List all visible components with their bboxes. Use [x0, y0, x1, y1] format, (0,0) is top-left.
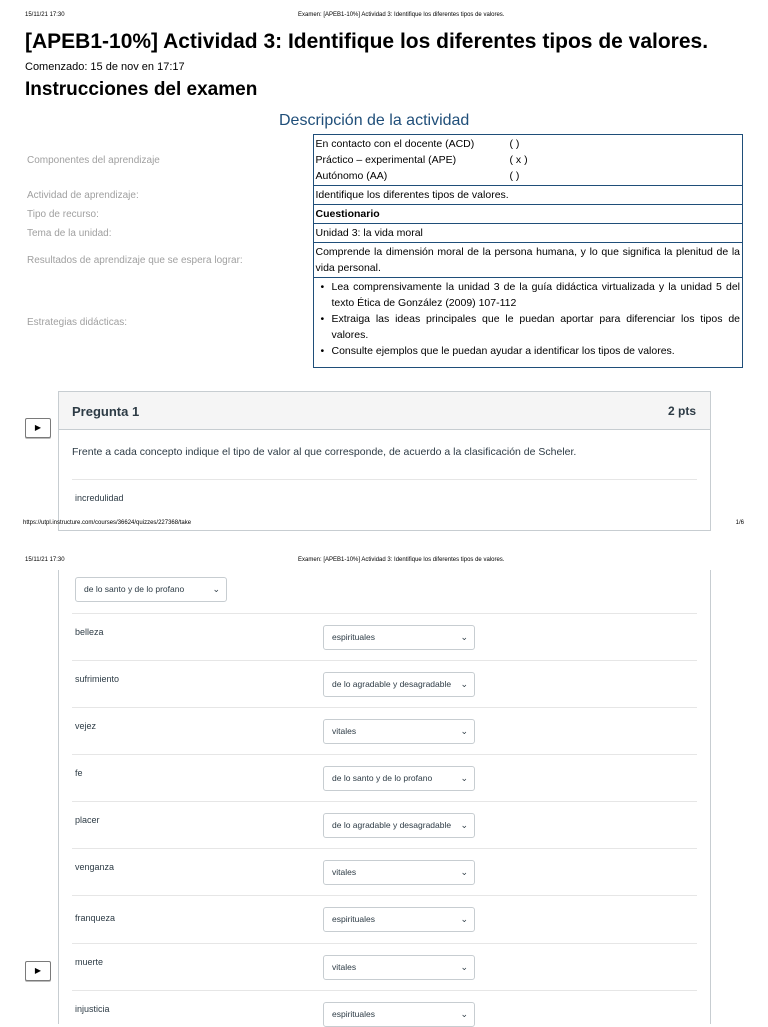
print-title: Examen: [APEB1-10%] Actividad 3: Identifique los diferentes tipos de valores. — [298, 12, 505, 18]
answer-term: sufrimiento — [75, 674, 120, 684]
divider — [72, 990, 697, 991]
question-card — [58, 391, 711, 531]
components-row — [25, 135, 743, 186]
component-name: En contacto con el docente (ACD) — [315, 138, 475, 150]
learning-activity-label: Actividad de aprendizaje: — [27, 189, 139, 201]
print-header — [0, 557, 768, 571]
answer-term: franqueza — [75, 913, 116, 923]
component-mark: ( ) — [509, 170, 520, 182]
answer-term: belleza — [75, 627, 104, 637]
chevron-down-icon: ⌄ — [458, 956, 468, 979]
instructions-title: Instrucciones del examen — [25, 79, 258, 100]
select-value: de lo santo y de lo profano — [84, 584, 185, 594]
select-value: espirituales — [332, 914, 375, 924]
select-value: espirituales — [332, 632, 375, 642]
answer-select[interactable] — [323, 907, 475, 932]
select-value: vitales — [332, 962, 357, 972]
chevron-down-icon: ⌄ — [458, 1003, 468, 1026]
answer-term: vejez — [75, 721, 97, 731]
strategies-row — [25, 278, 743, 368]
question-card-continued — [58, 570, 711, 1024]
answer-select[interactable] — [323, 672, 475, 697]
activity-table — [25, 134, 743, 368]
select-value: de lo agradable y desagradable — [332, 679, 452, 689]
answer-term: injusticia — [75, 1004, 110, 1014]
answer-term: muerte — [75, 957, 104, 967]
activity-description-title: Descripción de la actividad — [279, 112, 470, 129]
divider — [72, 895, 697, 896]
strategy-item: • Consulte ejemplos que le puedan ayudar a identificar los tipos de valores. — [316, 343, 741, 359]
chevron-down-icon: ⌄ — [458, 861, 468, 884]
answer-term: placer — [75, 815, 100, 825]
component-acd — [316, 136, 741, 152]
select-value: de lo santo y de lo profano — [332, 773, 433, 783]
select-value: de lo agradable y desagradable — [332, 820, 452, 830]
answer-select[interactable] — [323, 766, 475, 791]
print-page-number: 1/6 — [735, 520, 744, 526]
divider — [72, 660, 697, 661]
component-name: Práctico – experimental (APE) — [315, 154, 457, 166]
strategy-item: • Extraiga las ideas principales que le puedan aportar para diferenciar los tipos de valores. — [316, 311, 741, 343]
quiz-title: [APEB1-10%] Actividad 3: Identifique los diferentes tipos de valores. — [25, 30, 709, 53]
started-timestamp: Comenzado: 15 de nov en 17:17 — [25, 61, 185, 73]
divider — [72, 848, 697, 849]
components-label: Componentes del aprendizaje — [27, 154, 160, 166]
component-mark: ( x ) — [509, 154, 528, 166]
unit-topic-label: Tema de la unidad: — [27, 227, 112, 239]
components-value — [313, 135, 743, 186]
answer-term: venganza — [75, 862, 115, 872]
chevron-down-icon: ⌄ — [458, 673, 468, 696]
component-name: Autónomo (AA) — [315, 170, 388, 182]
answer-select[interactable] — [323, 860, 475, 885]
results-row — [25, 243, 743, 278]
unit-topic-row — [25, 224, 743, 243]
component-ape — [316, 152, 741, 168]
divider — [72, 801, 697, 802]
question-name: Pregunta 1 — [72, 404, 140, 419]
divider — [72, 479, 697, 480]
learning-activity-value: Identifique los diferentes tipos de valores. — [313, 186, 743, 205]
strategies-list — [316, 279, 741, 359]
resource-type-value: Cuestionario — [313, 205, 743, 224]
play-triangle-icon: ▶ — [34, 423, 42, 432]
divider — [72, 754, 697, 755]
select-value: vitales — [332, 726, 357, 736]
chevron-down-icon: ⌄ — [458, 908, 468, 931]
divider — [72, 707, 697, 708]
answer-select[interactable] — [323, 955, 475, 980]
unit-topic-value: Unidad 3: la vida moral — [313, 224, 743, 243]
print-header — [0, 12, 768, 26]
select-value: vitales — [332, 867, 357, 877]
answer-term: incredulidad — [75, 493, 124, 503]
print-url: https://utpl.instructure.com/courses/36624/quizzes/227368/take — [23, 520, 192, 526]
divider — [72, 613, 697, 614]
print-date: 15/11/21 17:30 — [25, 557, 65, 563]
answer-term: fe — [75, 768, 83, 778]
chevron-down-icon: ⌄ — [458, 720, 468, 743]
select-value: espirituales — [332, 1009, 375, 1019]
results-value: Comprende la dimensión moral de la persona humana, y lo que significa la plenitud de la vida personal. — [313, 243, 743, 278]
chevron-down-icon: ⌄ — [458, 626, 468, 649]
answer-select-incredulidad[interactable] — [75, 577, 227, 602]
results-label: Resultados de aprendizaje que se espera lograr: — [27, 254, 243, 266]
answer-select[interactable] — [323, 719, 475, 744]
question-points: 2 pts — [667, 404, 696, 418]
component-aa — [316, 168, 741, 184]
flag-question-button[interactable] — [25, 961, 51, 981]
chevron-down-icon: ⌄ — [458, 767, 468, 790]
divider — [72, 943, 697, 944]
answer-select[interactable] — [323, 625, 475, 650]
resource-type-label: Tipo de recurso: — [27, 208, 99, 220]
print-page-2 — [0, 570, 768, 1024]
component-mark: ( ) — [509, 138, 520, 150]
resource-type-row — [25, 205, 743, 224]
play-triangle-icon: ▶ — [34, 966, 42, 975]
chevron-down-icon: ⌄ — [210, 578, 220, 601]
question-text: Frente a cada concepto indique el tipo de valor al que corresponde, de acuerdo a la clasificación de Scheler. — [72, 446, 577, 458]
strategies-value — [313, 278, 743, 368]
strategy-item: • Lea comprensivamente la unidad 3 de la guía didáctica virtualizada y la unidad 5 del texto Ética de González (2009) 107-112 — [316, 279, 741, 311]
flag-question-button[interactable] — [25, 418, 51, 438]
strategies-label: Estrategias didácticas: — [27, 317, 128, 328]
print-title: Examen: [APEB1-10%] Actividad 3: Identifique los diferentes tipos de valores. — [298, 557, 505, 563]
chevron-down-icon: ⌄ — [458, 814, 468, 837]
print-date: 15/11/21 17:30 — [25, 12, 65, 18]
learning-activity-row — [25, 186, 743, 205]
question-header — [59, 392, 710, 430]
answer-select[interactable] — [323, 813, 475, 838]
answer-select[interactable] — [323, 1002, 475, 1027]
